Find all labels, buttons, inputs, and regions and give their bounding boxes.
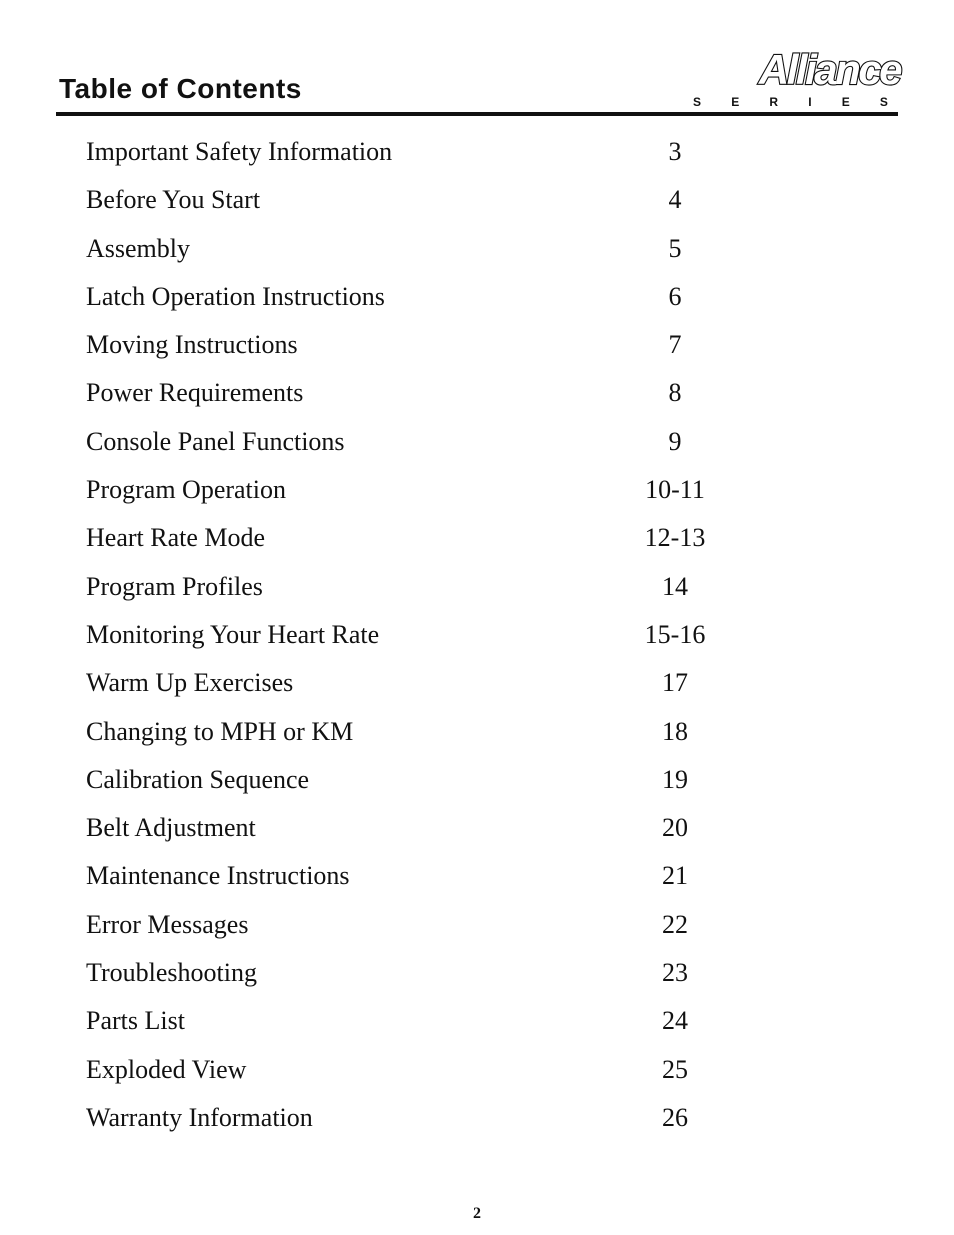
toc-entry-page: 18 [662,716,688,746]
toc-entry [86,1097,786,1145]
toc-entry-title: Assembly [86,233,190,263]
toc-entry-page: 10-11 [645,475,705,505]
toc-entry-page: 8 [668,378,682,408]
toc-entry-title: Latch Operation Instructions [86,281,385,311]
toc-entry [86,759,786,807]
header-divider [56,112,898,116]
toc-entry-page: 22 [662,909,688,939]
toc-entry-page: 17 [662,668,688,698]
toc-entry-title: Before You Start [86,185,261,215]
toc-entry-page: 24 [662,1006,688,1036]
toc-entry-page: 15-16 [644,619,706,649]
toc-entry [86,131,786,179]
toc-entry [86,1000,786,1048]
toc-entry-title: Parts List [86,1006,185,1036]
toc-entry [86,469,786,517]
toc-entry-title: Program Profiles [86,571,263,601]
toc-entry-title: Calibration Sequence [86,764,310,794]
logo-subtitle-letter: R [769,95,779,109]
logo-subtitle [693,95,888,109]
toc-entry-page: 19 [662,764,688,794]
toc-entry-title: Heart Rate Mode [86,523,266,553]
toc-entry-page: 23 [662,958,688,988]
toc-entry-page: 5 [668,233,682,263]
toc-entry [86,372,786,420]
toc-entry-page: 9 [668,426,682,456]
toc-entry [86,711,786,759]
toc-entry-title: Power Requirements [86,378,304,408]
toc-entry-page: 20 [662,813,688,843]
toc-entry [86,517,786,565]
toc-entry-page: 7 [668,330,682,360]
toc-entry-title: Warranty Information [86,1102,313,1132]
toc-entry [86,276,786,324]
toc-entry-page: 6 [668,281,682,311]
logo-wordmark: Alliance [758,46,900,93]
toc-entry-page: 26 [662,1102,688,1132]
alliance-series-logo [690,48,900,114]
toc-entry [86,421,786,469]
toc-entry-page: 14 [662,571,688,601]
logo-subtitle-letter: I [808,95,812,109]
logo-subtitle-letter: E [841,95,850,109]
toc-entry-title: Error Messages [86,909,249,939]
toc-entry [86,662,786,710]
logo-subtitle-letter: S [693,95,702,109]
page-title: Table of Contents [59,73,302,104]
toc-entry-title: Monitoring Your Heart Rate [86,619,380,649]
toc-entry [86,855,786,903]
toc-entry-page: 12-13 [644,523,706,553]
toc-entry [86,807,786,855]
toc-entry-title: Warm Up Exercises [86,668,294,698]
logo-subtitle-letter: S [879,95,888,109]
toc-entry [86,566,786,614]
toc-entry [86,179,786,227]
toc-entry-title: Changing to MPH or KM [86,716,354,746]
toc-entry-title: Console Panel Functions [86,426,345,456]
toc-entry-page: 4 [668,185,682,215]
toc-entry-title: Program Operation [86,475,287,505]
toc-entry-title: Moving Instructions [86,330,298,360]
toc-entry [86,904,786,952]
logo-subtitle-letter: E [731,95,740,109]
toc-entry-page: 3 [668,137,682,166]
toc-entry [86,952,786,1000]
toc-entry-page: 21 [662,861,688,891]
toc-entry-title: Troubleshooting [86,958,257,988]
table-of-contents [86,131,786,1145]
toc-entry [86,1049,786,1097]
toc-entry [86,324,786,372]
toc-entry-title: Belt Adjustment [86,813,256,843]
toc-entry [86,614,786,662]
toc-entry-title: Maintenance Instructions [86,861,350,891]
toc-entry-page: 25 [662,1054,688,1084]
page-number: 2 [473,1205,481,1222]
toc-entry-title: Important Safety Information [86,137,393,166]
toc-entry-title: Exploded View [86,1054,247,1084]
toc-entry [86,228,786,276]
